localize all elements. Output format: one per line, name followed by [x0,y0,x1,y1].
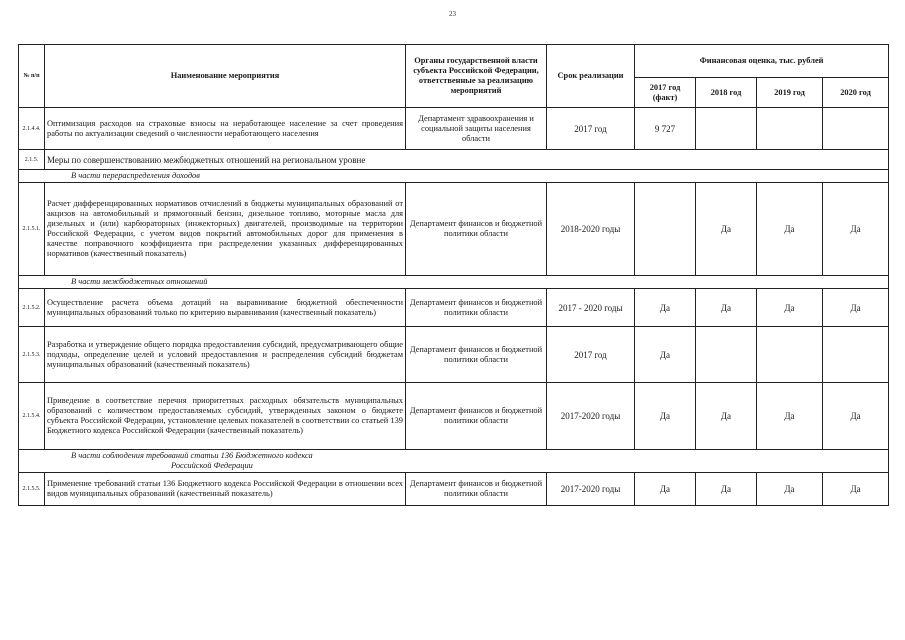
measures-table [18,44,889,506]
row-value-2020: Да [823,383,889,450]
row-value-2020: Да [823,289,889,327]
row-name: Приведение в соответствие перечня приоритетных расходных обязательств муниципальных образований с количеством предоставляемых субсидий, утвержденных законом о бюджете субъекта Российской Федерации, установление целевых показателей в соответствии со статьей 139 Бюджетного кодекса Российской Федерации (качественный показатель) [45,383,406,450]
header-2018: 2018 год [696,78,757,108]
row-value-2018: Да [696,473,757,506]
row-term: 2018-2020 годы [547,183,635,276]
row-term: 2017 - 2020 годы [547,289,635,327]
row-value-2018: Да [696,289,757,327]
row-value-2017: 9 727 [635,108,696,150]
header-2019: 2019 год [757,78,823,108]
row-value-2017: Да [635,327,696,383]
header-organs: Органы государственной власти субъекта Российской Федерации, ответственные за реализацию мероприятий [406,45,547,108]
row-value-2017: Да [635,473,696,506]
row-value-2019 [757,108,823,150]
row-term: 2017 год [547,327,635,383]
row-organ: Департамент финансов и бюджетной политики области [406,289,547,327]
row-name: Расчет дифференцированных нормативов отчислений в бюджеты муниципальных образований от акцизов на автомобильный и прямогонный бензин, дизельное топливо, моторные масла для дизельных и (или) карбюраторных (инжекторных) двигателей, производимые на территории Российской Федерации, с учетом видов покрытий автомобильных дорог для применения в качестве поправочного коэффициента при распределении указанных дифференцированных нормативов (качественный показатель) [45,183,406,276]
row-value-2018: Да [696,183,757,276]
row-value-2019: Да [757,473,823,506]
header-financial: Финансовая оценка, тыс. рублей [635,45,889,78]
row-num: 2.1.5.1. [19,183,45,276]
row-term: 2017 год [547,108,635,150]
section-num: 2.1.5. [19,150,45,170]
table-row [19,473,889,506]
subsection-title: В части перераспределения доходов [19,170,889,183]
row-name: Осуществление расчета объема дотаций на выравнивание бюджетной обеспеченности муниципальных образований только по критерию выравнивания (качественный показатель) [45,289,406,327]
row-organ: Департамент здравоохранения и социальной защиты населения области [406,108,547,150]
row-organ: Департамент финансов и бюджетной политики области [406,327,547,383]
header-term: Срок реализации [547,45,635,108]
row-value-2018 [696,108,757,150]
row-name: Применение требований статьи 136 Бюджетного кодекса Российской Федерации в отношении всех видов муниципальных образований (качественный показатель) [45,473,406,506]
row-name: Оптимизация расходов на страховые взносы на неработающее население за счет проведения работы по актуализации сведений о численности неработающего населения [45,108,406,150]
row-value-2020: Да [823,473,889,506]
row-value-2019: Да [757,289,823,327]
row-num: 2.1.5.3. [19,327,45,383]
table-row [19,183,889,276]
subsection-title: В части межбюджетных отношений [19,276,889,289]
row-value-2017: Да [635,289,696,327]
row-organ: Департамент финансов и бюджетной политики области [406,383,547,450]
table-row [19,108,889,150]
section-title: Меры по совершенствованию межбюджетных отношений на региональном уровне [45,150,889,170]
row-name: Разработка и утверждение общего порядка предоставления субсидий, предусматривающего общие подходы, определение целей и условий предоставления и распределения субсидий бюджетам муниципальных образований (качественный показатель) [45,327,406,383]
subsection-row [19,170,889,183]
subsection-title-block [19,450,889,473]
table-row [19,327,889,383]
page-number: 23 [449,10,456,18]
row-num: 2.1.4.4. [19,108,45,150]
row-num: 2.1.5.2. [19,289,45,327]
row-value-2019: Да [757,183,823,276]
header-2017: 2017 год (факт) [635,78,696,108]
subsection-title: В части соблюдения требований статьи 136 Бюджетного кодекса [71,451,313,460]
row-organ: Департамент финансов и бюджетной политики области [406,183,547,276]
table-row [19,289,889,327]
header-num: № п/п [19,45,45,108]
row-num: 2.1.5.5. [19,473,45,506]
row-organ: Департамент финансов и бюджетной политики области [406,473,547,506]
table-row [19,383,889,450]
row-value-2018 [696,327,757,383]
row-term: 2017-2020 годы [547,383,635,450]
row-num: 2.1.5.4. [19,383,45,450]
row-value-2019 [757,327,823,383]
subsection-row [19,450,889,473]
row-value-2018: Да [696,383,757,450]
section-row [19,150,889,170]
row-value-2020: Да [823,183,889,276]
row-value-2020 [823,108,889,150]
row-value-2020 [823,327,889,383]
header-name: Наименование мероприятия [45,45,406,108]
subsection-row [19,276,889,289]
row-value-2017: Да [635,383,696,450]
subsection-title-cont: Российской Федерации [171,461,253,470]
header-2020: 2020 год [823,78,889,108]
row-value-2017 [635,183,696,276]
row-term: 2017-2020 годы [547,473,635,506]
row-value-2019: Да [757,383,823,450]
